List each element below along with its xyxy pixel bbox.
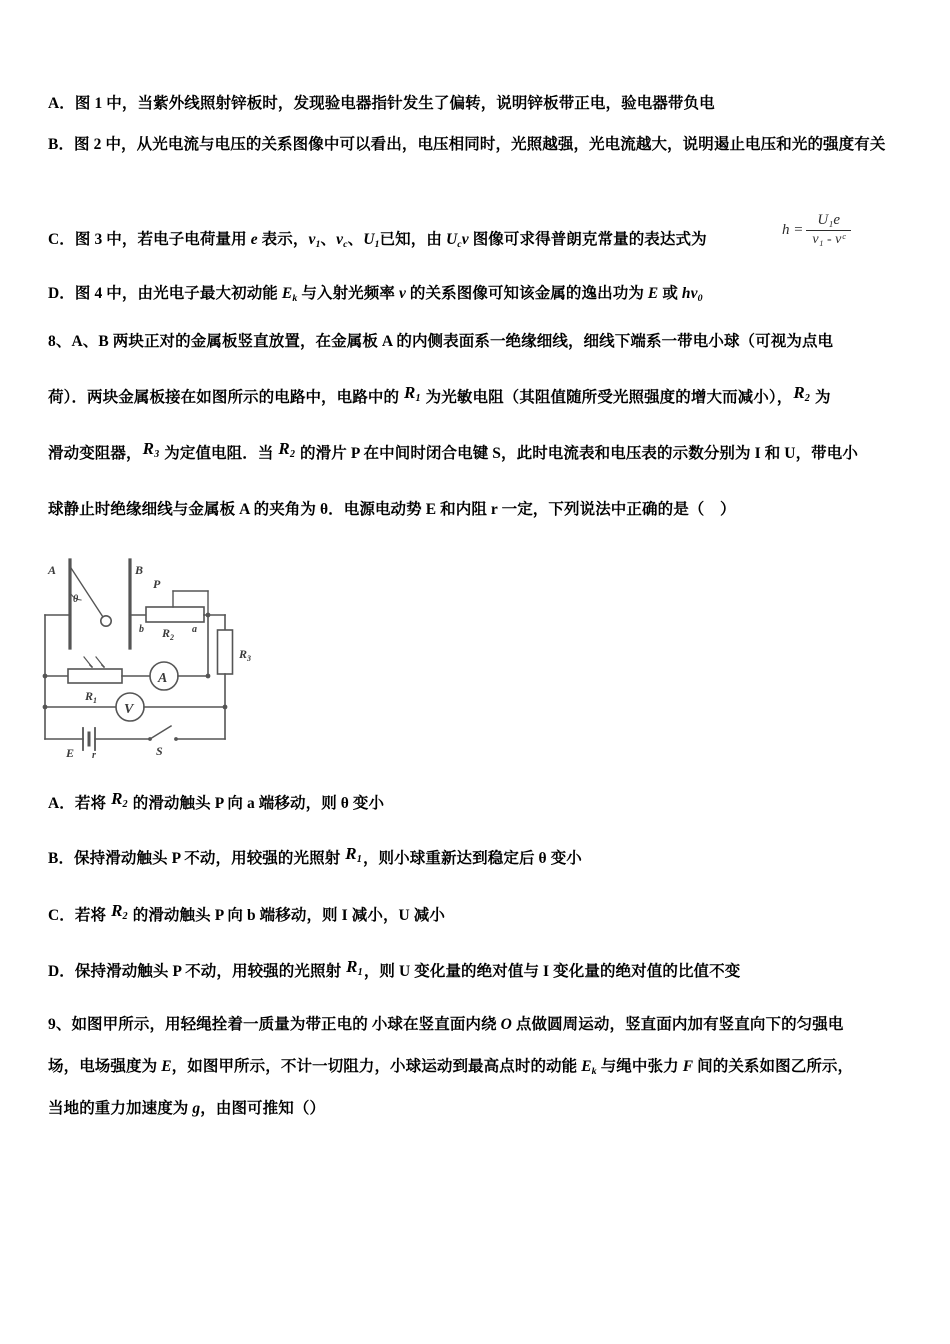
- symbol-hv0-sub: 0: [697, 292, 703, 304]
- question-8-stem-text-2c: 为: [810, 389, 831, 406]
- label-slider-p: P: [153, 577, 161, 591]
- option-b-label: B．: [48, 136, 75, 153]
- question-8-stem-line-4: [48, 498, 908, 522]
- question-8-option-c: [48, 902, 908, 929]
- q8-option-b-text-2: ，则小球重新达到稳定后 θ 变小: [362, 850, 582, 867]
- switch-contact: [174, 737, 178, 741]
- symbol-R1-opt-d: $R_1$: [346, 957, 363, 979]
- symbol-hv0: hv: [681, 285, 698, 302]
- label-ammeter: A: [158, 671, 168, 686]
- formula-fraction: [806, 212, 851, 248]
- photoresistor-body: [68, 669, 122, 683]
- question-9-line-3: [48, 1097, 908, 1121]
- label-internal-resistance-r: r: [92, 750, 96, 761]
- q8-option-a-text-1: 若将: [74, 795, 111, 812]
- question-8-stem-text-4: 球静止时绝缘细线与金属板 A 的夹角为 θ．电源电动势 E 和内阻 r 一定，下列说法中正确的是（ ）: [48, 501, 736, 518]
- option-c-q7: [48, 228, 908, 252]
- symbol-vc-sub: c: [343, 238, 348, 250]
- label-rheostat-r2: $R_2$: [162, 626, 175, 642]
- label-angle-theta: θ: [73, 594, 79, 605]
- symbol-Ek-sub: k: [292, 292, 298, 304]
- question-9-text-1b: 点做圆周运动，竖直面内加有竖直向下的匀强电: [511, 1016, 844, 1033]
- symbol-Ek-q9-sub: k: [591, 1065, 597, 1077]
- label-photoresistor-r1: $R_1$: [85, 689, 98, 705]
- question-9-number: 9、: [48, 1016, 72, 1033]
- label-plate-b: B: [135, 563, 144, 577]
- question-8-stem-text-3c: 的滑片 P 在中间时闭合电键 S，此时电流表和电压表的示数分别为 I 和 U，带电小: [296, 445, 858, 462]
- symbol-Ek: E: [281, 285, 293, 302]
- label-plate-a: A: [48, 563, 57, 577]
- symbol-Uc-sub: c: [457, 238, 462, 250]
- option-d-text-3: 的关系图像可知该金属的逸出功为: [405, 285, 648, 302]
- option-b-text: 图 2 中，从光电流与电压的关系图像中可以看出，电压相同时，光照越强，光电流越大，说明遏止电压和光的强度有关: [74, 136, 886, 153]
- label-emf-e: E: [66, 746, 75, 760]
- question-9-text-2c: 与绳中张力: [596, 1058, 683, 1075]
- symbol-R1-opt-b: $R_1$: [345, 844, 362, 866]
- question-8-option-b: [48, 845, 908, 872]
- symbol-O: O: [500, 1016, 512, 1033]
- question-8-stem-text-2a: 荷）．两块金属板接在如图所示的电路中，电路中的: [48, 389, 404, 406]
- symbol-R2-opt-a: $R_2$: [111, 789, 128, 811]
- node-left-middle: [43, 674, 48, 679]
- question-8-stem-text-3b: 为定值电阻．当: [160, 445, 278, 462]
- symbol-Ek-q9: E: [581, 1058, 592, 1075]
- option-d-text-2: 与入射光频率: [297, 285, 399, 302]
- label-voltmeter: V: [124, 702, 134, 717]
- formula-lhs: h =: [782, 221, 804, 238]
- label-terminal-a: a: [192, 624, 197, 635]
- question-8-option-a: [48, 790, 908, 817]
- q8-option-c-label: C．: [48, 907, 75, 924]
- formula-denominator: v₁ - vᶜ: [806, 230, 851, 248]
- option-a-q7: [48, 92, 908, 116]
- q8-option-d-label: D．: [48, 963, 75, 980]
- rheostat-body: [146, 607, 204, 622]
- option-c-text-5: 已知，由: [379, 231, 446, 248]
- charged-ball: [101, 616, 111, 626]
- symbol-F: F: [682, 1058, 694, 1075]
- light-arrow-2-head: [102, 665, 104, 667]
- option-c-text-6: 图像可求得普朗克常量的表达式为: [468, 231, 707, 248]
- q8-option-a-text-2: 的滑动触头 P 向 a 端移动，则 θ 变小: [128, 795, 385, 812]
- symbol-U1: U: [363, 231, 375, 248]
- question-8-stem-line-2: [48, 384, 908, 411]
- question-8-number: 8、: [48, 333, 72, 350]
- question-9-text-3b: ，由图可推知（）: [200, 1100, 326, 1117]
- symbol-E-field: E: [161, 1058, 172, 1075]
- q8-option-a-label: A．: [48, 795, 75, 812]
- option-a-label: A．: [48, 95, 75, 112]
- symbol-e: e: [250, 231, 258, 248]
- option-c-text-4: 、: [347, 231, 364, 248]
- symbol-v1: v: [308, 231, 316, 248]
- symbol-E: E: [647, 285, 659, 302]
- formula-numerator: U₁e: [817, 212, 841, 228]
- q8-option-c-text-1: 若将: [74, 907, 111, 924]
- symbol-R1-stem: $R_1$: [404, 383, 421, 405]
- q8-option-b-label: B．: [48, 850, 75, 867]
- label-switch-s: S: [156, 744, 163, 758]
- fixed-resistor-body: [218, 630, 233, 674]
- question-9-text-3a: 当地的重力加速度为: [48, 1100, 193, 1117]
- question-9-line-2: [48, 1055, 908, 1079]
- option-b-q7: [48, 132, 908, 157]
- question-8-stem-text-1: A、B 两块正对的金属板竖直放置，在金属板 A 的内侧表面系一绝缘细线，细线下端系一带电小球（可视为点电: [71, 333, 834, 350]
- question-8-stem-text-2b: 为光敏电阻（其阻值随所受光照强度的增大而减小），: [421, 389, 793, 406]
- option-d-text-4: 或: [658, 285, 682, 302]
- question-9-line-1: [48, 1013, 908, 1037]
- option-c-label: C．: [48, 231, 75, 248]
- option-c-text-1: 图 3 中，若电子电荷量用: [74, 231, 251, 248]
- q8-option-c-text-2: 的滑动触头 P 向 b 端移动，则 I 减小，U 减小: [128, 907, 446, 924]
- option-d-text-1: 图 4 中，由光电子最大初动能: [74, 285, 282, 302]
- node-ammeter-right: [206, 674, 211, 679]
- symbol-nu: v: [398, 285, 406, 302]
- option-c-text-2: 表示，: [257, 231, 309, 248]
- symbol-R2b-stem: $R_2$: [278, 439, 296, 461]
- symbol-R2-stem: $R_2$: [793, 383, 810, 405]
- question-9-text-2b: ，如图甲所示，不计一切阻力，小球运动到最高点时的动能: [171, 1058, 582, 1075]
- q8-option-d-text-1: 保持滑动触头 P 不动，用较强的光照射: [74, 963, 346, 980]
- q8-option-b-text-1: 保持滑动触头 P 不动，用较强的光照射: [74, 850, 345, 867]
- question-9-text-2a: 场，电场强度为: [48, 1058, 162, 1075]
- question-9-text-2d: 间的关系如图乙所示，: [693, 1058, 854, 1075]
- question-8-stem-line-3: [48, 440, 908, 467]
- light-arrow-1-head: [90, 665, 92, 667]
- node-rheostat-right: [206, 613, 211, 618]
- switch-blade: [150, 726, 171, 739]
- label-fixed-resistor-r3: $R_3$: [239, 647, 252, 663]
- option-d-label: D．: [48, 285, 75, 302]
- symbol-v-axis: v: [461, 231, 469, 248]
- symbol-v1-sub: 1: [315, 238, 321, 250]
- option-a-text: 图 1 中，当紫外线照射锌板时，发现验电器指针发生了偏转，说明锌板带正电，验电器带负电: [74, 95, 715, 112]
- planck-constant-formula: [782, 212, 851, 248]
- symbol-R2-opt-c: $R_2$: [111, 901, 128, 923]
- option-c-text-3: 、: [320, 231, 337, 248]
- symbol-R3-stem: $R_3$: [142, 439, 160, 461]
- symbol-vc: v: [336, 231, 344, 248]
- question-9-text-1a: 如图甲所示，用轻绳拴着一质量为带正电的 小球在竖直面内绕: [71, 1016, 501, 1033]
- option-d-q7: [48, 282, 908, 306]
- insulating-string: [71, 568, 103, 617]
- symbol-Uc: U: [445, 231, 458, 248]
- question-8-stem-line-1: [48, 330, 908, 354]
- question-8-option-d: [48, 958, 908, 985]
- symbol-g: g: [192, 1100, 201, 1117]
- label-terminal-b: b: [139, 624, 144, 635]
- q8-option-d-text-2: ，则 U 变化量的绝对值与 I 变化量的绝对值的比值不变: [363, 963, 741, 980]
- circuit-diagram: [40, 552, 300, 767]
- question-8-stem-text-3a: 滑动变阻器，: [48, 445, 142, 462]
- symbol-U1-sub: 1: [374, 238, 380, 250]
